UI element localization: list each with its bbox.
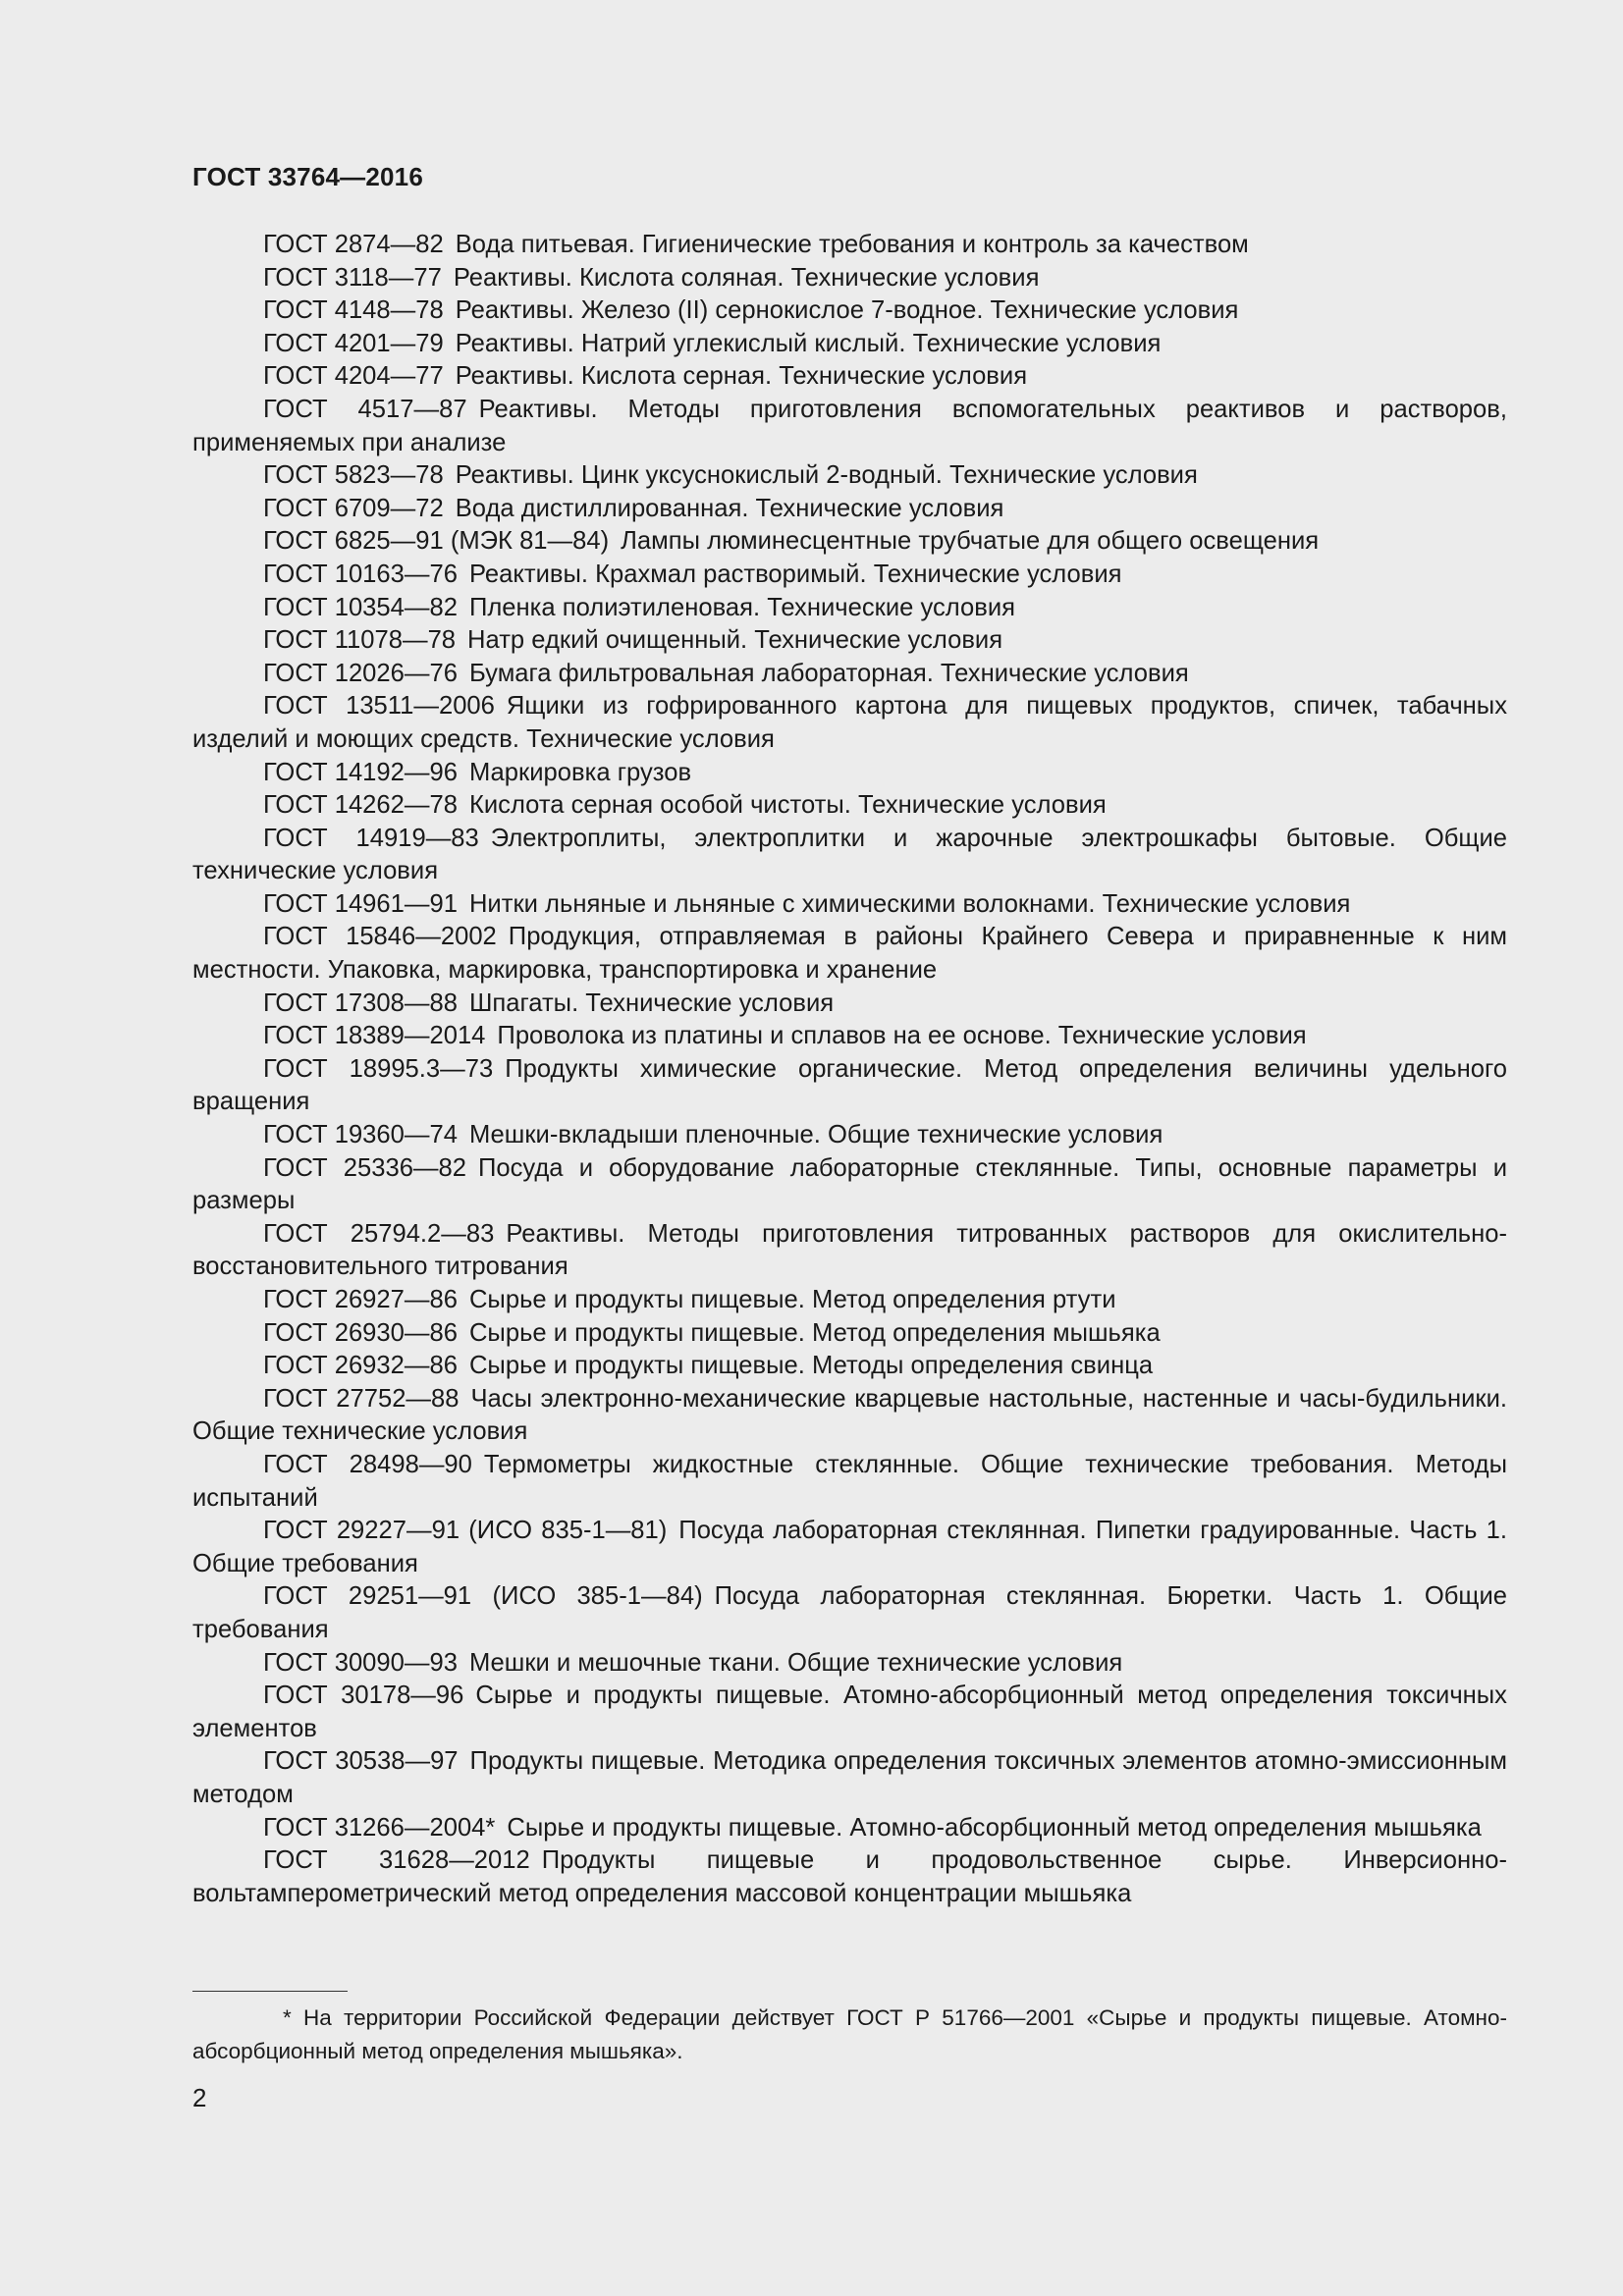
reference-title: Сырье и продукты пищевые. Метод определения мышьяка bbox=[468, 1318, 1161, 1347]
reference-code: ГОСТ 31266—2004* bbox=[263, 1813, 496, 1842]
reference-item bbox=[192, 921, 1507, 987]
reference-code: ГОСТ 31628—2012 bbox=[263, 1846, 530, 1875]
reference-code: ГОСТ 14919—83 bbox=[263, 824, 479, 852]
reference-code: ГОСТ 10354—82 bbox=[263, 593, 458, 621]
reference-item bbox=[192, 789, 1507, 823]
reference-title: Реактивы. Методы приготовления титрованных растворов для окислительно-восстановительного титрования bbox=[192, 1219, 1507, 1281]
reference-title: Реактивы. Крахмал растворимый. Технические условия bbox=[468, 560, 1122, 588]
reference-code: ГОСТ 2874—82 bbox=[263, 231, 444, 258]
reference-item bbox=[192, 757, 1507, 790]
reference-title: Сырье и продукты пищевые. Атомно-абсорбционный метод определения мышьяка bbox=[507, 1813, 1482, 1842]
reference-item bbox=[192, 658, 1507, 691]
reference-item bbox=[192, 1218, 1507, 1284]
reference-item bbox=[192, 328, 1507, 361]
reference-title: Лампы люминесцентные трубчатые для общего освещения bbox=[621, 527, 1320, 556]
reference-item bbox=[192, 1647, 1507, 1681]
reference-item bbox=[192, 592, 1507, 625]
reference-code: ГОСТ 6825—91 (МЭК 81—84) bbox=[263, 527, 610, 556]
reference-code: ГОСТ 19360—74 bbox=[263, 1121, 458, 1149]
reference-code: ГОСТ 29227—91 (ИСО 835-1—81) bbox=[263, 1517, 668, 1545]
reference-title: Нитки льняные и льняные с химическими волокнами. Технические условия bbox=[468, 889, 1351, 918]
reference-item bbox=[192, 1812, 1507, 1845]
reference-title: Электроплиты, электроплитки и жарочные электрошкафы бытовые. Общие технические условия bbox=[192, 824, 1507, 885]
reference-title: Реактивы. Железо (II) сернокислое 7-водное. Технические условия bbox=[455, 296, 1239, 325]
reference-item bbox=[192, 459, 1507, 493]
reference-item bbox=[192, 262, 1507, 295]
page-number: 2 bbox=[192, 2083, 207, 2112]
reference-item bbox=[192, 360, 1507, 394]
reference-code: ГОСТ 14961—91 bbox=[263, 889, 458, 918]
reference-title: Реактивы. Кислота соляная. Технические условия bbox=[453, 263, 1040, 292]
reference-title: Продукты пищевые и продовольственное сырье. Инверсионно-вольтамперометрический метод определения массовой концентрации мышьяка bbox=[192, 1846, 1507, 1907]
reference-item bbox=[192, 525, 1507, 559]
reference-item bbox=[192, 1745, 1507, 1811]
reference-code: ГОСТ 25336—82 bbox=[263, 1153, 466, 1182]
reference-code: ГОСТ 29251—91 (ИСО 385-1—84) bbox=[263, 1582, 703, 1611]
reference-item bbox=[192, 1152, 1507, 1218]
reference-item bbox=[192, 1844, 1507, 1910]
reference-title: Вода питьевая. Гигиенические требования и контроль за качеством bbox=[455, 231, 1249, 258]
reference-item bbox=[192, 1449, 1507, 1515]
reference-title: Проволока из платины и сплавов на ее основе. Технические условия bbox=[497, 1022, 1307, 1050]
reference-title: Ящики из гофрированного картона для пищевых продуктов, спичек, табачных изделий и моющих средств. Технические условия bbox=[192, 692, 1508, 753]
reference-title: Вода дистиллированная. Технические условия bbox=[455, 494, 1004, 522]
reference-code: ГОСТ 15846—2002 bbox=[263, 923, 497, 951]
reference-title: Продукты химические органические. Метод определения величины удельного вращения bbox=[192, 1054, 1507, 1116]
reference-item bbox=[192, 394, 1507, 459]
reference-item bbox=[192, 1515, 1507, 1580]
reference-code: ГОСТ 18389—2014 bbox=[263, 1022, 486, 1050]
reference-code: ГОСТ 17308—88 bbox=[263, 988, 458, 1017]
reference-title: Натр едкий очищенный. Технические условия bbox=[467, 626, 1003, 655]
reference-title: Посуда и оборудование лабораторные стеклянные. Типы, основные параметры и размеры bbox=[192, 1153, 1507, 1215]
reference-item bbox=[192, 1317, 1507, 1351]
reference-item bbox=[192, 1680, 1507, 1745]
reference-title: Сырье и продукты пищевые. Методы определения свинца bbox=[468, 1352, 1154, 1380]
reference-title: Пленка полиэтиленовая. Технические условия bbox=[468, 593, 1016, 621]
reference-title: Бумага фильтровальная лабораторная. Технические условия bbox=[468, 659, 1189, 687]
reference-item bbox=[192, 1383, 1507, 1449]
reference-item bbox=[192, 690, 1507, 756]
reference-item bbox=[192, 1284, 1507, 1317]
reference-item bbox=[192, 294, 1507, 328]
reference-code: ГОСТ 25794.2—83 bbox=[263, 1219, 495, 1248]
reference-item bbox=[192, 1020, 1507, 1053]
reference-code: ГОСТ 30090—93 bbox=[263, 1648, 458, 1677]
reference-code: ГОСТ 26930—86 bbox=[263, 1318, 458, 1347]
footnote: * На территории Российской Федерации действует ГОСТ Р 51766—2001 «Сырье и продукты пищевые. Атомно-абсорбционный метод определения мышьяка». bbox=[192, 2005, 1507, 2063]
reference-title: Часы электронно-механические кварцевые настольные, настенные и часы-будильники. Общие технические условия bbox=[192, 1384, 1507, 1446]
reference-code: ГОСТ 11078—78 bbox=[263, 626, 457, 655]
reference-code: ГОСТ 4148—78 bbox=[263, 296, 444, 325]
reference-code: ГОСТ 13511—2006 bbox=[263, 692, 495, 721]
reference-title: Кислота серная особой чистоты. Технические условия bbox=[468, 791, 1107, 820]
reference-item bbox=[192, 1119, 1507, 1152]
reference-item bbox=[192, 493, 1507, 526]
reference-title: Реактивы. Цинк уксуснокислый 2-водный. Технические условия bbox=[455, 461, 1198, 490]
reference-code: ГОСТ 14262—78 bbox=[263, 791, 458, 820]
reference-code: ГОСТ 27752—88 bbox=[263, 1384, 460, 1413]
reference-code: ГОСТ 18995.3—73 bbox=[263, 1054, 494, 1083]
reference-item bbox=[192, 1053, 1507, 1119]
reference-code: ГОСТ 30178—96 bbox=[263, 1682, 464, 1710]
reference-code: ГОСТ 10163—76 bbox=[263, 560, 458, 588]
reference-code: ГОСТ 26932—86 bbox=[263, 1352, 458, 1380]
reference-title: Посуда лабораторная стеклянная. Пипетки градуированные. Часть 1. Общие требования bbox=[192, 1517, 1507, 1577]
reference-title: Сырье и продукты пищевые. Метод определения ртути bbox=[468, 1286, 1116, 1313]
reference-title: Продукция, отправляемая в районы Крайнего Севера и приравненные к ним местности. Упаковка, маркировка, транспортировка и хранение bbox=[192, 923, 1507, 985]
reference-code: ГОСТ 4204—77 bbox=[263, 362, 444, 391]
document-header: ГОСТ 33764—2016 bbox=[192, 162, 423, 191]
reference-code: ГОСТ 5823—78 bbox=[263, 461, 444, 490]
reference-item bbox=[192, 988, 1507, 1021]
reference-item bbox=[192, 1350, 1507, 1383]
reference-title: Сырье и продукты пищевые. Атомно-абсорбционный метод определения токсичных элементов bbox=[192, 1682, 1507, 1742]
reference-item bbox=[192, 229, 1507, 262]
reference-title: Реактивы. Кислота серная. Технические условия bbox=[455, 362, 1028, 391]
reference-title: Маркировка грузов bbox=[468, 758, 692, 786]
reference-item bbox=[192, 888, 1507, 922]
reference-code: ГОСТ 4201—79 bbox=[263, 329, 444, 357]
reference-title: Шпагаты. Технические условия bbox=[468, 988, 835, 1017]
reference-item bbox=[192, 1580, 1507, 1646]
reference-item bbox=[192, 624, 1507, 658]
reference-title: Термометры жидкостные стеклянные. Общие технические требования. Методы испытаний bbox=[192, 1450, 1507, 1512]
normative-references-list bbox=[192, 229, 1507, 1910]
reference-code: ГОСТ 26927—86 bbox=[263, 1286, 458, 1313]
reference-code: ГОСТ 4517—87 bbox=[263, 395, 467, 423]
reference-item bbox=[192, 559, 1507, 592]
reference-title: Продукты пищевые. Методика определения токсичных элементов атомно-эмиссионным методом bbox=[192, 1747, 1507, 1808]
reference-code: ГОСТ 14192—96 bbox=[263, 758, 458, 786]
reference-code: ГОСТ 12026—76 bbox=[263, 659, 458, 687]
reference-code: ГОСТ 3118—77 bbox=[263, 263, 442, 292]
reference-title: Мешки-вкладыши пленочные. Общие технические условия bbox=[468, 1121, 1163, 1149]
reference-code: ГОСТ 30538—97 bbox=[263, 1747, 459, 1776]
reference-code: ГОСТ 6709—72 bbox=[263, 494, 444, 522]
reference-title: Посуда лабораторная стеклянная. Бюретки. Часть 1. Общие требования bbox=[192, 1582, 1507, 1643]
reference-title: Реактивы. Натрий углекислый кислый. Технические условия bbox=[455, 329, 1162, 357]
reference-title: Мешки и мешочные ткани. Общие технические условия bbox=[468, 1648, 1123, 1677]
reference-item bbox=[192, 823, 1507, 888]
reference-code: ГОСТ 28498—90 bbox=[263, 1450, 472, 1478]
footnote-divider bbox=[192, 1991, 348, 1992]
reference-title: Реактивы. Методы приготовления вспомогательных реактивов и растворов, применяемых при анализе bbox=[192, 395, 1507, 456]
